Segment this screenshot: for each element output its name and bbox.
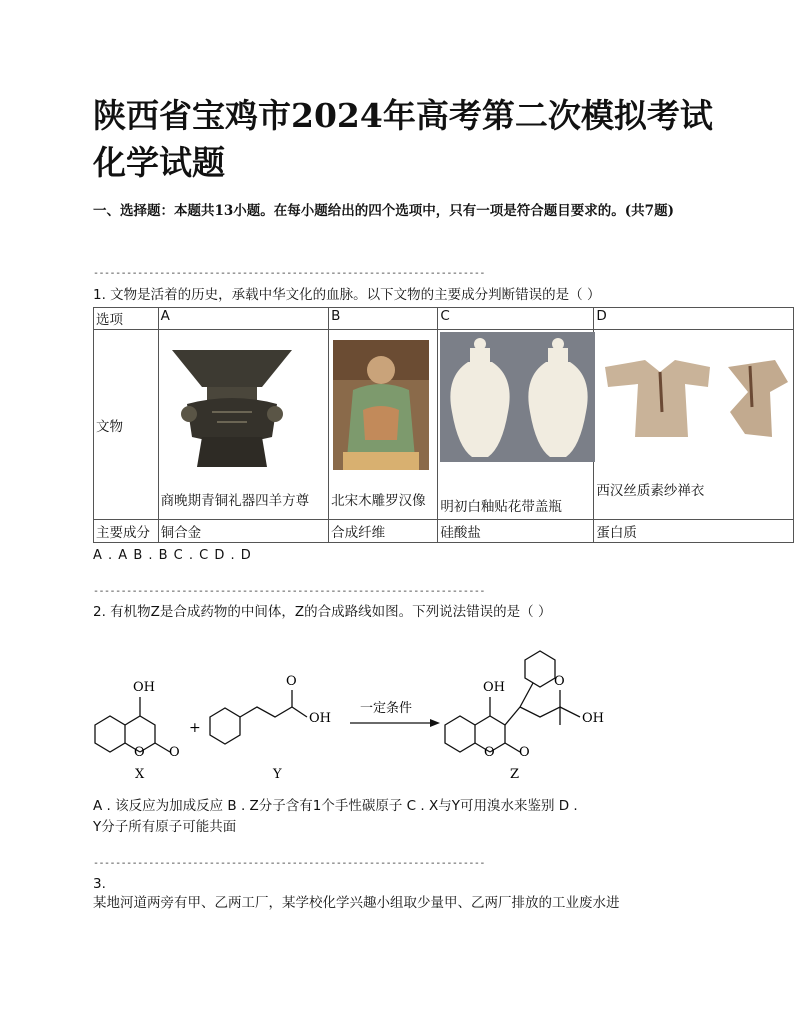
- bronze-vessel-image: [167, 342, 297, 470]
- question-1-options: A . A B . B C . C D . D: [93, 548, 252, 563]
- question-1-stem: 1. 文物是活着的历史，承载中华文化的血脉。以下文物的主要成分判断错误的是（ ）: [93, 287, 601, 303]
- question-2-options: [93, 796, 653, 838]
- header-cell: B: [329, 308, 438, 330]
- porcelain-vase-image: [440, 332, 595, 462]
- component-cell: 硅酸盐: [438, 520, 594, 543]
- molecule-y: [210, 690, 307, 744]
- question-3-stem: 某地河道两旁有甲、乙两工厂，某学校化学兴趣小组取少量甲、乙两厂排放的工业废水进: [93, 895, 620, 911]
- y-oh-label: OH: [309, 711, 331, 726]
- artifact-cell-c: [438, 330, 594, 520]
- x-ring-o-label: O: [134, 745, 145, 760]
- silk-robe-image: [600, 352, 790, 442]
- row-label: 主要成分: [94, 520, 159, 543]
- label-y: Y: [273, 767, 282, 782]
- artifact-caption: 明初白釉贴花带盖瓶: [440, 499, 562, 515]
- z-acid-oh-label: OH: [582, 711, 604, 726]
- component-row: [94, 520, 794, 543]
- plus-sign: +: [189, 720, 201, 736]
- question-3-number: 3.: [93, 876, 106, 892]
- artifact-table: [93, 307, 794, 543]
- molecule-x: [95, 697, 170, 752]
- header-cell: C: [438, 308, 594, 330]
- table-header-row: [94, 308, 794, 330]
- artifact-caption: 西汉丝质素纱禅衣: [596, 483, 705, 499]
- separator: -----------------------------------------------------------------------: [93, 858, 485, 869]
- artifact-caption: 商晚期青铜礼器四羊方尊: [160, 493, 310, 509]
- separator: -----------------------------------------------------------------------: [93, 268, 485, 279]
- artifact-caption: 北宋木雕罗汉像: [331, 493, 426, 509]
- header-cell: A: [158, 308, 328, 330]
- document-title: 陕西省宝鸡市2024年高考第二次模拟考试化学试题: [93, 96, 713, 182]
- component-cell: 蛋白质: [594, 520, 794, 543]
- artifact-cell-b: [329, 330, 438, 520]
- y-carbonyl-o-label: O: [286, 674, 297, 689]
- z-acid-o-label: O: [554, 674, 565, 689]
- artifact-cell-a: [158, 330, 328, 520]
- molecule-z: [445, 651, 580, 752]
- section-header: 一、选择题：本题共13小题。在每小题给出的四个选项中，只有一项是符合题目要求的。(共7题): [93, 203, 674, 219]
- artifact-cell-d: [594, 330, 794, 520]
- z-oh-label: OH: [483, 680, 505, 695]
- label-z: Z: [510, 767, 520, 782]
- options-line: Y分子所有原子可能共面: [93, 819, 237, 835]
- label-x: X: [135, 767, 145, 782]
- wooden-arhat-image: [333, 340, 429, 470]
- component-cell: 合成纤维: [329, 520, 438, 543]
- artifact-image-row: [94, 330, 794, 520]
- z-ring-o-label: O: [484, 745, 495, 760]
- separator: -----------------------------------------------------------------------: [93, 586, 485, 597]
- question-2-stem: 2. 有机物Z是合成药物的中间体，Z的合成路线如图。下列说法错误的是（ ）: [93, 604, 552, 620]
- x-carbonyl-o-label: O: [169, 745, 180, 760]
- row-label: 文物: [94, 330, 159, 520]
- header-cell: D: [594, 308, 794, 330]
- z-carbonyl-o-label: O: [519, 745, 530, 760]
- component-cell: 铜合金: [158, 520, 328, 543]
- reaction-scheme-diagram: [85, 635, 645, 785]
- x-oh-label: OH: [133, 680, 155, 695]
- options-line: A . 该反应为加成反应 B . Z分子含有1个手性碳原子 C . X与Y可用溴水来鉴别 D .: [93, 798, 578, 814]
- header-cell: 选项: [94, 308, 159, 330]
- reaction-condition: 一定条件: [360, 701, 413, 716]
